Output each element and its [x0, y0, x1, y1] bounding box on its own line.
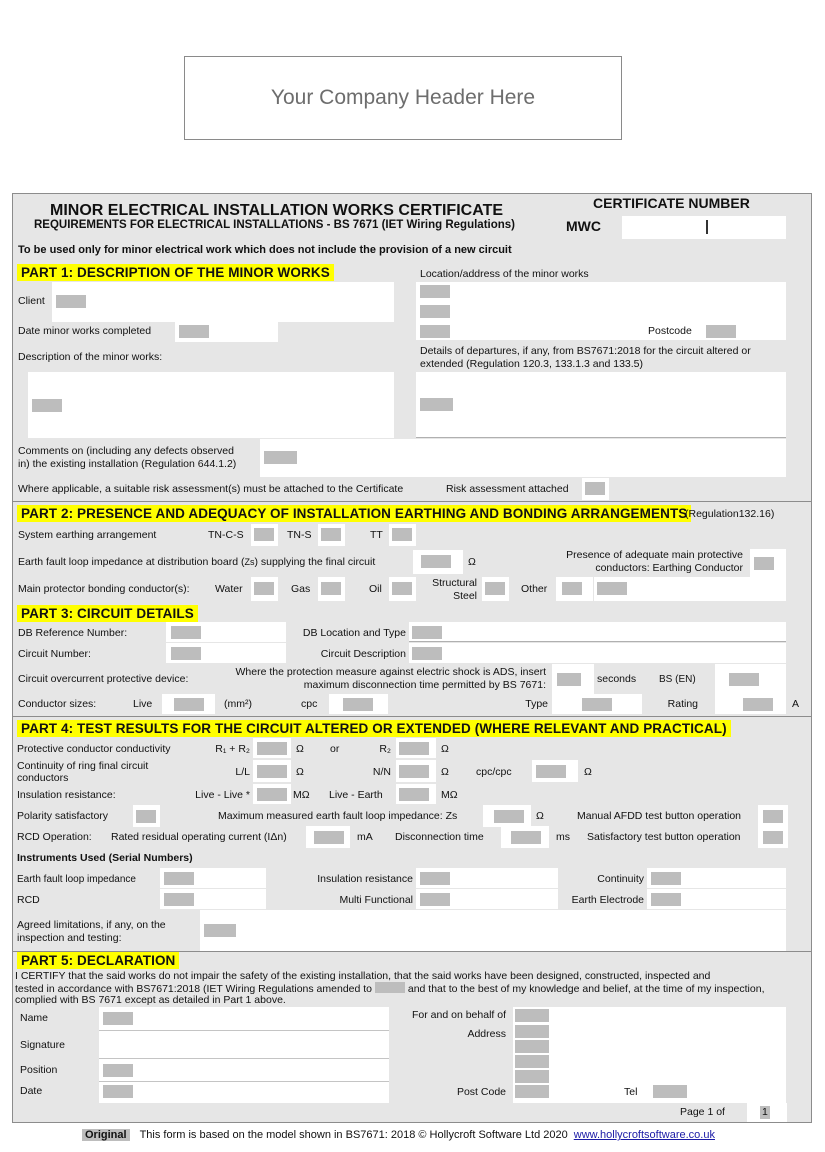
comments-label-2: in) the existing installation (Regulation 644.1.2): [18, 458, 237, 470]
position-field[interactable]: [103, 1064, 133, 1077]
r1r2-label: R₁ + R₂: [215, 743, 250, 755]
ins-instrument-label: Insulation resistance: [317, 873, 413, 885]
mm2-label: (mm²): [224, 698, 252, 710]
original-badge: Original: [82, 1129, 130, 1141]
risk-attached-label: Risk assessment attached: [446, 483, 569, 495]
postcode-label: Postcode: [648, 325, 692, 337]
instruments-heading: Instruments Used (Serial Numbers): [17, 852, 193, 864]
certificate-form: [12, 193, 812, 1123]
tel-label: Tel: [624, 1086, 638, 1098]
description-field[interactable]: [28, 372, 394, 438]
live-live-field[interactable]: [253, 784, 291, 804]
live-live-label: Live - Live *: [195, 789, 250, 801]
name-label: Name: [20, 1012, 49, 1024]
earthing-label: System earthing arrangement: [18, 529, 157, 541]
r1r2-field[interactable]: [253, 738, 291, 758]
disconnection-field[interactable]: [501, 826, 549, 848]
rating-label: Rating: [667, 698, 698, 710]
r2-ohm: Ω: [441, 743, 449, 755]
earthing-conductor-field[interactable]: [750, 549, 786, 577]
certify-line-1: I CERTIFY that the said works do not impair the safety of the existing installation, that the said works have been designed, constructed, inspected and: [15, 970, 711, 982]
date-field[interactable]: [103, 1085, 133, 1098]
rcd-operation-label: RCD Operation:: [17, 831, 92, 843]
rating-field[interactable]: [715, 694, 786, 714]
comments-label-1: Comments on (including any defects observed: [18, 445, 234, 457]
rated-current-field[interactable]: [306, 826, 350, 848]
afdd-field[interactable]: [758, 805, 788, 827]
text-cursor: [706, 220, 708, 234]
mwc-label: MWC: [566, 218, 601, 234]
presence-label-2: conductors: Earthing Conductor: [595, 562, 743, 574]
nn-ohm: Ω: [441, 766, 449, 778]
presence-label-1: Presence of adequate main protective: [566, 549, 743, 561]
efli-instrument-field[interactable]: [160, 868, 266, 888]
address-line-4[interactable]: [515, 1070, 549, 1083]
test-button-field[interactable]: [758, 826, 788, 848]
ads-note-2: maximum disconnection time permitted by BS 7671:: [303, 679, 546, 691]
cert-number-label: CERTIFICATE NUMBER: [593, 195, 750, 211]
address-label: Address: [467, 1028, 506, 1040]
live-earth-field[interactable]: [396, 784, 436, 804]
behalf-label: For and on behalf of: [412, 1009, 506, 1021]
rcd-instrument-label: RCD: [17, 894, 40, 906]
certify-line-3: complied with BS 7671 except as detailed in Part 1 above.: [15, 994, 286, 1006]
multi-instrument-label: Multi Functional: [339, 894, 413, 906]
ins-instrument-field[interactable]: [416, 868, 558, 888]
continuity-instrument-label: Continuity: [597, 873, 644, 885]
address-line-3[interactable]: [515, 1055, 549, 1068]
tel-field[interactable]: [653, 1085, 687, 1098]
live-earth-label: Live - Earth: [329, 789, 383, 801]
oil-checkbox[interactable]: [389, 577, 416, 601]
tncs-checkbox[interactable]: [251, 524, 278, 546]
ring-label-1: Continuity of ring final circuit: [17, 760, 149, 772]
part2-regulation: (Regulation132.16): [685, 508, 775, 520]
live-size-field[interactable]: [162, 694, 215, 714]
tns-label: TN-S: [287, 529, 312, 541]
other-details-field[interactable]: [594, 577, 786, 601]
live-earth-unit: MΩ: [441, 789, 458, 801]
certificate-title: MINOR ELECTRICAL INSTALLATION WORKS CERTIFICATE: [50, 202, 504, 219]
ll-ohm: Ω: [296, 766, 304, 778]
zs-field[interactable]: [413, 550, 463, 574]
circuit-desc-label: Circuit Description: [320, 648, 406, 660]
insulation-label: Insulation resistance:: [17, 789, 116, 801]
circuit-desc-field[interactable]: [409, 643, 786, 663]
r2-field[interactable]: [396, 738, 436, 758]
risk-note: Where applicable, a suitable risk assessment(s) must be attached to the Certificate: [18, 483, 404, 495]
declaration-postcode-field[interactable]: [515, 1085, 549, 1098]
db-location-field[interactable]: [409, 622, 786, 642]
date-completed-label: Date minor works completed: [18, 325, 152, 337]
signature-label: Signature: [20, 1039, 65, 1051]
limitations-label-2: inspection and testing:: [17, 932, 122, 944]
tt-label: TT: [370, 529, 383, 541]
db-ref-field[interactable]: [166, 622, 286, 642]
bonding-label: Main protector bonding conductor(s):: [18, 583, 190, 595]
behalf-field[interactable]: [515, 1009, 549, 1022]
multi-instrument-field[interactable]: [416, 889, 558, 909]
date-label: Date: [20, 1085, 43, 1097]
rated-current-label: Rated residual operating current (IΔn): [111, 831, 287, 843]
gas-label: Gas: [291, 583, 311, 595]
part4-heading: PART 4: TEST RESULTS FOR THE CIRCUIT ALTERED OR EXTENDED (WHERE RELEVANT AND PRACTICAL): [17, 720, 731, 737]
website-link[interactable]: www.hollycroftsoftware.co.uk: [573, 1129, 715, 1141]
polarity-label: Polarity satisfactory: [17, 810, 109, 822]
departures-field[interactable]: [416, 372, 786, 438]
test-button-label: Satisfactory test button operation: [587, 831, 741, 843]
structural-label-1: Structural: [432, 577, 477, 589]
address-line-1[interactable]: [515, 1025, 549, 1038]
other-checkbox[interactable]: [556, 577, 593, 601]
other-label: Other: [521, 583, 548, 595]
electrode-instrument-label: Earth Electrode: [571, 894, 644, 906]
cpccpc-label: cpc/cpc: [476, 766, 512, 778]
footer: [82, 1129, 715, 1141]
usage-note: To be used only for minor electrical work which does not include the provision of a new circuit: [18, 244, 512, 256]
type-label: Type: [525, 698, 548, 710]
max-zs-label: Maximum measured earth fault loop impedance: Zs: [218, 810, 458, 822]
disconnection-label: Disconnection time: [395, 831, 484, 843]
structural-steel-checkbox[interactable]: [482, 577, 509, 601]
water-label: Water: [215, 583, 243, 595]
oil-label: Oil: [369, 583, 382, 595]
risk-attached-field[interactable]: [582, 478, 609, 500]
live-label: Live: [133, 698, 153, 710]
location-field[interactable]: [416, 282, 786, 340]
pcc-label: Protective conductor conductivity: [17, 743, 171, 755]
or-label: or: [330, 743, 340, 755]
efli-instrument-label: Earth fault loop impedance: [17, 874, 136, 885]
ocpd-label: Circuit overcurrent protective device:: [18, 673, 189, 685]
page-label: Page 1 of: [680, 1106, 725, 1118]
amps-label: A: [792, 698, 800, 710]
name-field[interactable]: [103, 1012, 133, 1025]
cert-number-field[interactable]: [622, 216, 786, 239]
max-zs-ohm: Ω: [536, 810, 544, 822]
ms-label: ms: [556, 831, 570, 843]
type-field[interactable]: [552, 694, 642, 714]
page-total: 1: [762, 1106, 768, 1118]
departures-label-2: extended (Regulation 120.3, 133.1.3 and 133.5): [420, 358, 644, 370]
bsen-label: BS (EN): [659, 674, 696, 685]
location-label: Location/address of the minor works: [420, 268, 589, 280]
bsen-field[interactable]: [715, 664, 786, 694]
page-total-field[interactable]: [747, 1103, 787, 1122]
zs-label: Earth fault loop impedance at distribution board (Zs) supplying the final circuit: [18, 556, 376, 568]
certificate-subtitle: REQUIREMENTS FOR ELECTRICAL INSTALLATIONS - BS 7671 (IET Wiring Regulations): [34, 219, 516, 231]
water-checkbox[interactable]: [251, 577, 278, 601]
circuit-number-label: Circuit Number:: [18, 648, 91, 660]
r2-label: R₂: [379, 743, 391, 755]
signature-field[interactable]: [103, 1034, 383, 1054]
certify-line-2: tested in accordance with BS7671:2018 (IET Wiring Regulations amended to and that to the best of my knowledge and belief, at the time of my inspection,: [15, 983, 765, 995]
db-location-label: DB Location and Type: [302, 627, 406, 639]
address-line-2[interactable]: [515, 1040, 549, 1053]
rcd-instrument-field[interactable]: [160, 889, 266, 909]
ads-note-1: Where the protection measure against electric shock is ADS, insert: [235, 666, 546, 678]
max-disconnection-time-field[interactable]: [552, 664, 594, 694]
ring-label-2: conductors: [17, 772, 69, 784]
client-label: Client: [18, 295, 45, 307]
limitations-field[interactable]: [200, 910, 786, 951]
tt-checkbox[interactable]: [389, 524, 416, 546]
cpc-size-field[interactable]: [329, 694, 388, 714]
footer-text: This form is based on the model shown in BS7671: 2018 © Hollycroft Software Ltd 2020: [139, 1129, 568, 1141]
continuity-instrument-field[interactable]: [647, 868, 786, 888]
electrode-instrument-field[interactable]: [647, 889, 786, 909]
company-header: [184, 56, 622, 140]
description-label: Description of the minor works:: [18, 351, 163, 363]
polarity-field[interactable]: [133, 805, 160, 827]
ma-label: mA: [357, 831, 373, 843]
cpc-label: cpc: [301, 698, 318, 710]
ll-field[interactable]: [253, 760, 291, 782]
ll-label: L/L: [235, 766, 250, 778]
limitations-label-1: Agreed limitations, if any, on the: [17, 919, 166, 931]
db-ref-label: DB Reference Number:: [18, 627, 128, 639]
part3-heading: PART 3: CIRCUIT DETAILS: [17, 605, 198, 622]
r1r2-ohm: Ω: [296, 743, 304, 755]
client-field[interactable]: [52, 282, 394, 322]
afdd-label: Manual AFDD test button operation: [577, 810, 742, 822]
nn-label: N/N: [372, 766, 391, 778]
part2-heading: PART 2: PRESENCE AND ADEQUACY OF INSTALLATION EARTHING AND BONDING ARRANGEMENTS: [17, 505, 691, 522]
divider: [13, 501, 811, 502]
live-live-unit: MΩ: [293, 789, 310, 801]
part5-heading: PART 5: DECLARATION: [17, 952, 179, 969]
departures-label-1: Details of departures, if any, from BS7671:2018 for the circuit altered or: [420, 345, 751, 357]
circuit-number-field[interactable]: [166, 643, 286, 663]
date-completed-field[interactable]: [175, 322, 278, 342]
cpccpc-field[interactable]: [532, 760, 578, 782]
divider: [13, 716, 811, 717]
max-zs-field[interactable]: [483, 805, 531, 827]
declaration-right-block: [513, 1007, 786, 1103]
seconds-label: seconds: [597, 673, 637, 685]
comments-field[interactable]: [260, 439, 786, 477]
tns-checkbox[interactable]: [318, 524, 345, 546]
declaration-postcode-label: Post Code: [456, 1086, 506, 1098]
part1-heading: PART 1: DESCRIPTION OF THE MINOR WORKS: [17, 264, 334, 281]
amended-to-field[interactable]: [375, 982, 405, 993]
cpccpc-ohm: Ω: [584, 766, 592, 778]
structural-label-2: Steel: [453, 590, 477, 602]
company-header-text: Your Company Header Here: [270, 86, 536, 109]
conductor-sizes-label: Conductor sizes:: [18, 698, 97, 710]
gas-checkbox[interactable]: [318, 577, 345, 601]
declaration-left-block: [99, 1007, 389, 1103]
zs-ohm: Ω: [468, 556, 476, 568]
position-label: Position: [20, 1064, 58, 1076]
nn-field[interactable]: [396, 760, 436, 782]
postcode-field[interactable]: [706, 325, 736, 338]
tncs-label: TN-C-S: [208, 529, 244, 541]
